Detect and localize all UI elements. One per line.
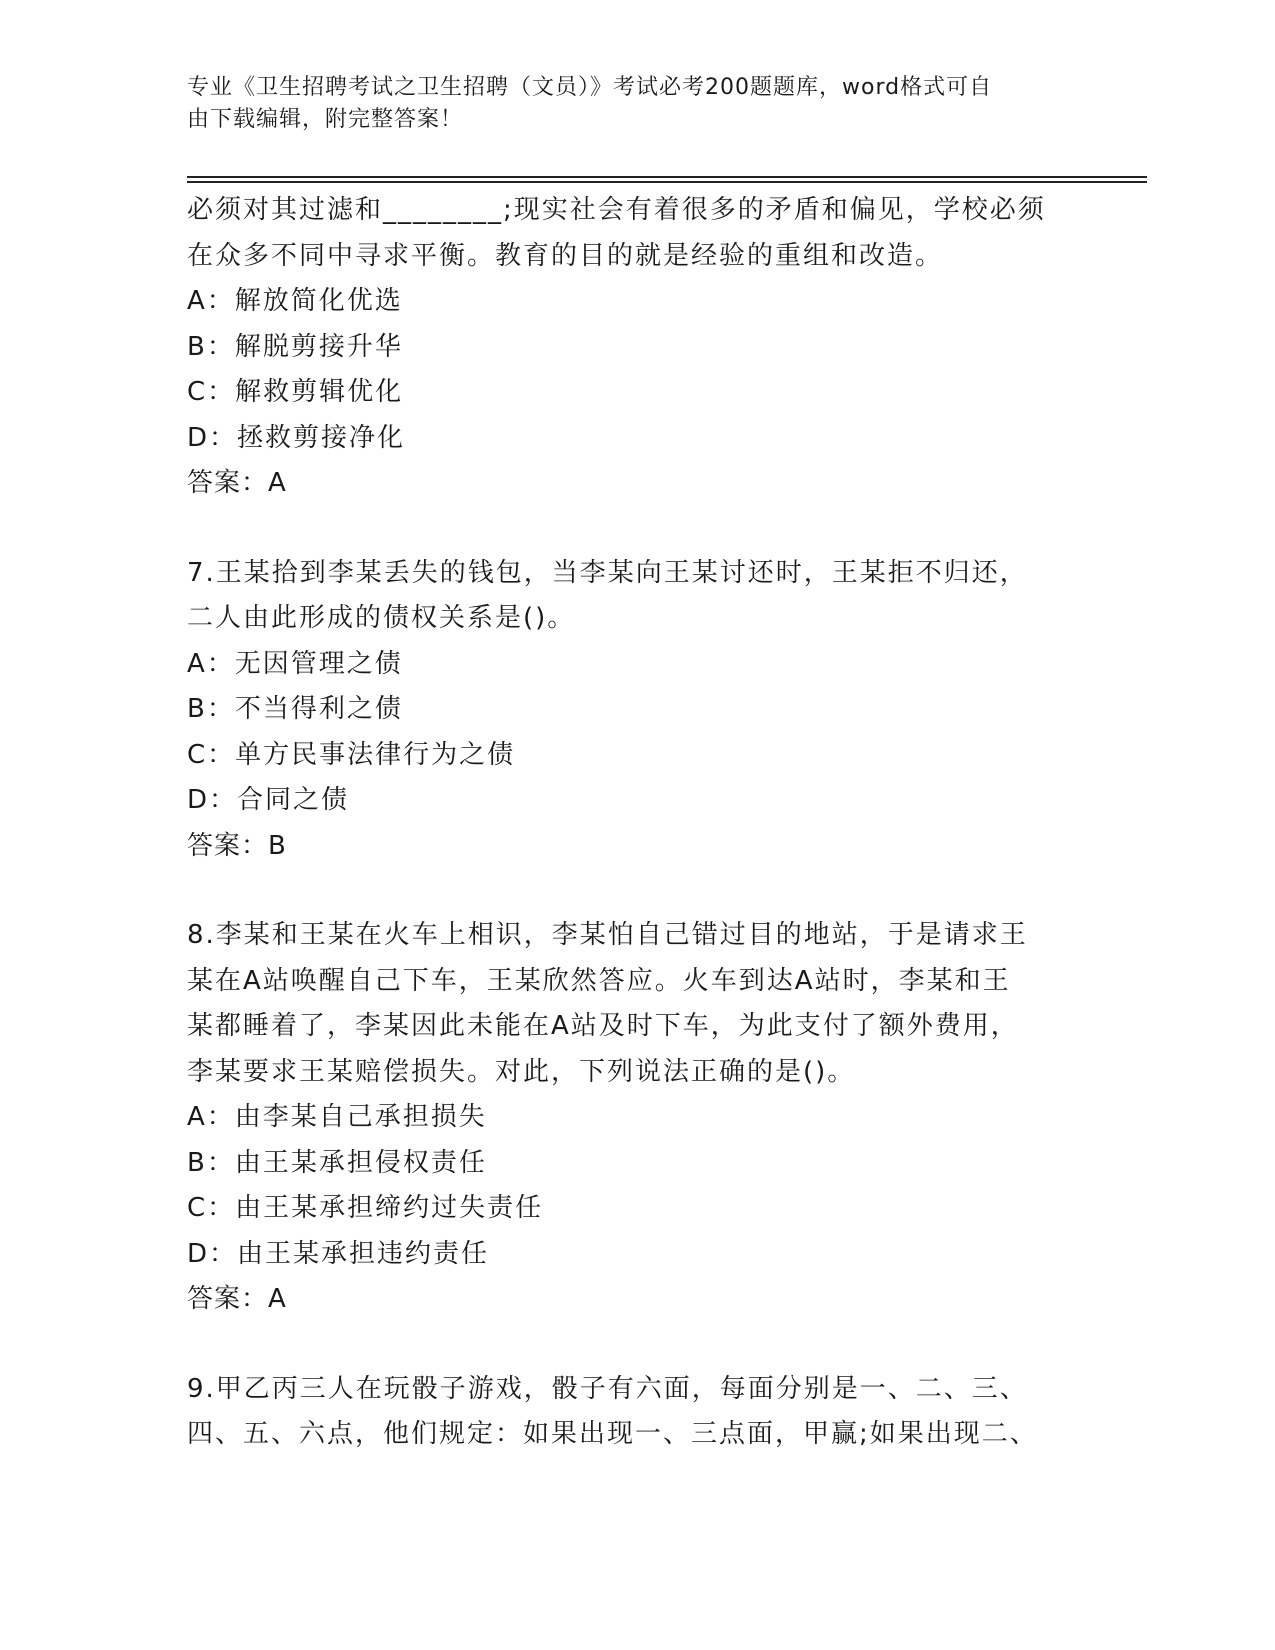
- question-text-line: 7.王某拾到李某丢失的钱包，当李某向王某讨还时，王某拒不归还，: [187, 557, 1028, 588]
- option-a: A：无因管理之债: [187, 648, 403, 679]
- option-b: B：解脱剪接升华: [187, 331, 403, 362]
- header-divider-bottom: [187, 181, 1147, 183]
- option-b: B：由王某承担侵权责任: [187, 1147, 487, 1178]
- answer-line: 答案：B: [187, 830, 287, 861]
- document-body: [187, 188, 1077, 1458]
- option-a: A：由李某自己承担损失: [187, 1102, 487, 1132]
- question-7: [187, 551, 1077, 870]
- question-text-line: 在众多不同中寻求平衡。教育的目的就是经验的重组和改造。: [187, 240, 944, 271]
- spacer: [187, 1323, 1077, 1367]
- spacer: [187, 507, 1077, 551]
- option-c: C：单方民事法律行为之债: [187, 739, 516, 770]
- option-c: C：由王某承担缔约过失责任: [187, 1193, 544, 1223]
- question-8: [187, 913, 1077, 1323]
- answer-line: 答案：A: [187, 1284, 287, 1314]
- document-header: [187, 72, 1067, 136]
- question-text-line: 8.李某和王某在火车上相识，李某怕自己错过目的地站，于是请求王: [187, 920, 1028, 950]
- question-9: [187, 1367, 1077, 1458]
- question-text-line: 某都睡着了，李某因此未能在A站及时下车，为此支付了额外费用，: [187, 1011, 1019, 1041]
- option-b: B：不当得利之债: [187, 694, 403, 724]
- header-divider-top: [187, 176, 1147, 178]
- question-6-continued: [187, 188, 1077, 507]
- option-c: C：解救剪辑优化: [187, 377, 404, 407]
- option-d: D：由王某承担违约责任: [187, 1238, 490, 1269]
- answer-line: 答案：A: [187, 468, 287, 498]
- option-a: A：解放简化优选: [187, 286, 403, 316]
- option-d: D：合同之债: [187, 785, 350, 815]
- question-text-line: 二人由此形成的债权关系是()。: [187, 603, 576, 633]
- question-text-line: 四、五、六点，他们规定：如果出现一、三点面，甲赢;如果出现二、: [187, 1419, 1038, 1449]
- question-text-line: 9.甲乙丙三人在玩骰子游戏，骰子有六面，每面分别是一、二、三、: [187, 1373, 1028, 1404]
- question-text-line: 李某要求王某赔偿损失。对此，下列说法正确的是()。: [187, 1056, 856, 1087]
- header-line-2: 由下载编辑，附完整答案！: [187, 107, 464, 132]
- header-line-1: 专业《卫生招聘考试之卫生招聘（文员）》考试必考200题题库，word格式可自: [187, 75, 993, 100]
- option-d: D：拯救剪接净化: [187, 422, 406, 453]
- question-text-line: 某在A站唤醒自己下车，王某欣然答应。火车到达A站时，李某和王: [187, 965, 1011, 996]
- question-text-line: 必须对其过滤和________;现实社会有着很多的矛盾和偏见，学校必须: [187, 195, 1046, 225]
- spacer: [187, 869, 1077, 913]
